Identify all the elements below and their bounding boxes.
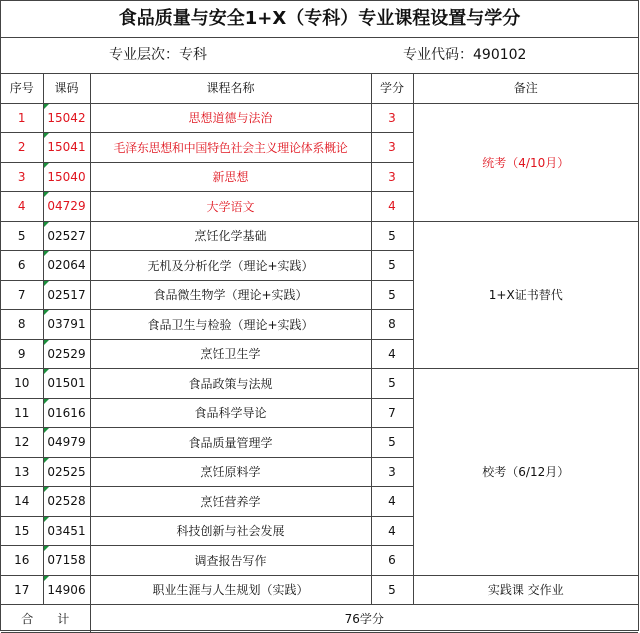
total-label: 合 计	[1, 605, 90, 633]
row-name: 科技创新与社会发展	[90, 516, 371, 546]
row-credits: 4	[371, 516, 413, 546]
note-unified-exam: 统考（4/10月）	[413, 103, 638, 221]
row-name: 食品卫生与检验（理论+实践）	[90, 310, 371, 340]
meta-row	[1, 37, 638, 74]
row-seq: 2	[1, 133, 43, 163]
header-seq: 序号	[1, 73, 43, 103]
row-name: 烹饪营养学	[90, 487, 371, 517]
row-name: 食品质量管理学	[90, 428, 371, 458]
row-seq: 10	[1, 369, 43, 399]
row-code: 14906	[43, 575, 90, 605]
row-name: 职业生涯与人生规划（实践）	[90, 575, 371, 605]
row-seq: 17	[1, 575, 43, 605]
row-seq: 9	[1, 339, 43, 369]
course-table	[1, 73, 638, 633]
row-code: 04979	[43, 428, 90, 458]
row-credits: 5	[371, 369, 413, 399]
row-name: 烹饪卫生学	[90, 339, 371, 369]
total-credits: 76学分	[90, 605, 638, 633]
note-certificate-substitute: 1+X证书替代	[413, 221, 638, 369]
row-credits: 7	[371, 398, 413, 428]
row-name: 烹饪化学基础	[90, 221, 371, 251]
row-code: 03791	[43, 310, 90, 340]
row-credits: 6	[371, 546, 413, 576]
row-seq: 7	[1, 280, 43, 310]
page-title: 食品质量与安全1+X（专科）专业课程设置与学分	[1, 1, 638, 38]
row-code: 02064	[43, 251, 90, 281]
total-row	[1, 605, 638, 633]
row-name: 无机及分析化学（理论+实践）	[90, 251, 371, 281]
row-code: 15042	[43, 103, 90, 133]
row-code: 15041	[43, 133, 90, 163]
row-seq: 12	[1, 428, 43, 458]
row-seq: 13	[1, 457, 43, 487]
row-seq: 1	[1, 103, 43, 133]
header-note: 备注	[413, 73, 638, 103]
row-name: 食品科学导论	[90, 398, 371, 428]
row-code: 02517	[43, 280, 90, 310]
row-name: 调查报告写作	[90, 546, 371, 576]
row-code: 03451	[43, 516, 90, 546]
row-seq: 11	[1, 398, 43, 428]
row-seq: 15	[1, 516, 43, 546]
row-code: 04729	[43, 192, 90, 222]
row-credits: 3	[371, 162, 413, 192]
row-credits: 5	[371, 575, 413, 605]
row-code: 07158	[43, 546, 90, 576]
row-credits: 4	[371, 192, 413, 222]
header-code: 课码	[43, 73, 90, 103]
row-name: 思想道德与法治	[90, 103, 371, 133]
row-credits: 3	[371, 133, 413, 163]
major-level: 专业层次：专科	[109, 47, 207, 63]
row-seq: 5	[1, 221, 43, 251]
header-name: 课程名称	[90, 73, 371, 103]
row-name: 毛泽东思想和中国特色社会主义理论体系概论	[90, 133, 371, 163]
major-code: 专业代码：490102	[403, 47, 527, 63]
row-name: 食品微生物学（理论+实践）	[90, 280, 371, 310]
row-name: 食品政策与法规	[90, 369, 371, 399]
header-credits: 学分	[371, 73, 413, 103]
table-row	[1, 369, 638, 399]
row-seq: 4	[1, 192, 43, 222]
row-name: 新思想	[90, 162, 371, 192]
row-code: 01501	[43, 369, 90, 399]
row-name: 大学语文	[90, 192, 371, 222]
row-credits: 4	[371, 339, 413, 369]
row-code: 02527	[43, 221, 90, 251]
row-credits: 5	[371, 280, 413, 310]
row-code: 02528	[43, 487, 90, 517]
note-practice-course: 实践课 交作业	[413, 575, 638, 605]
row-code: 02529	[43, 339, 90, 369]
table-row	[1, 575, 638, 605]
row-credits: 5	[371, 221, 413, 251]
row-seq: 3	[1, 162, 43, 192]
table-row	[1, 103, 638, 133]
row-credits: 4	[371, 487, 413, 517]
row-credits: 3	[371, 457, 413, 487]
row-seq: 14	[1, 487, 43, 517]
row-credits: 5	[371, 251, 413, 281]
row-credits: 8	[371, 310, 413, 340]
row-name: 烹饪原料学	[90, 457, 371, 487]
table-row	[1, 221, 638, 251]
row-code: 01616	[43, 398, 90, 428]
row-code: 15040	[43, 162, 90, 192]
row-seq: 8	[1, 310, 43, 340]
row-seq: 16	[1, 546, 43, 576]
row-credits: 3	[371, 103, 413, 133]
row-code: 02525	[43, 457, 90, 487]
note-school-exam: 校考（6/12月）	[413, 369, 638, 576]
row-seq: 6	[1, 251, 43, 281]
table-header-row	[1, 73, 638, 103]
row-credits: 5	[371, 428, 413, 458]
